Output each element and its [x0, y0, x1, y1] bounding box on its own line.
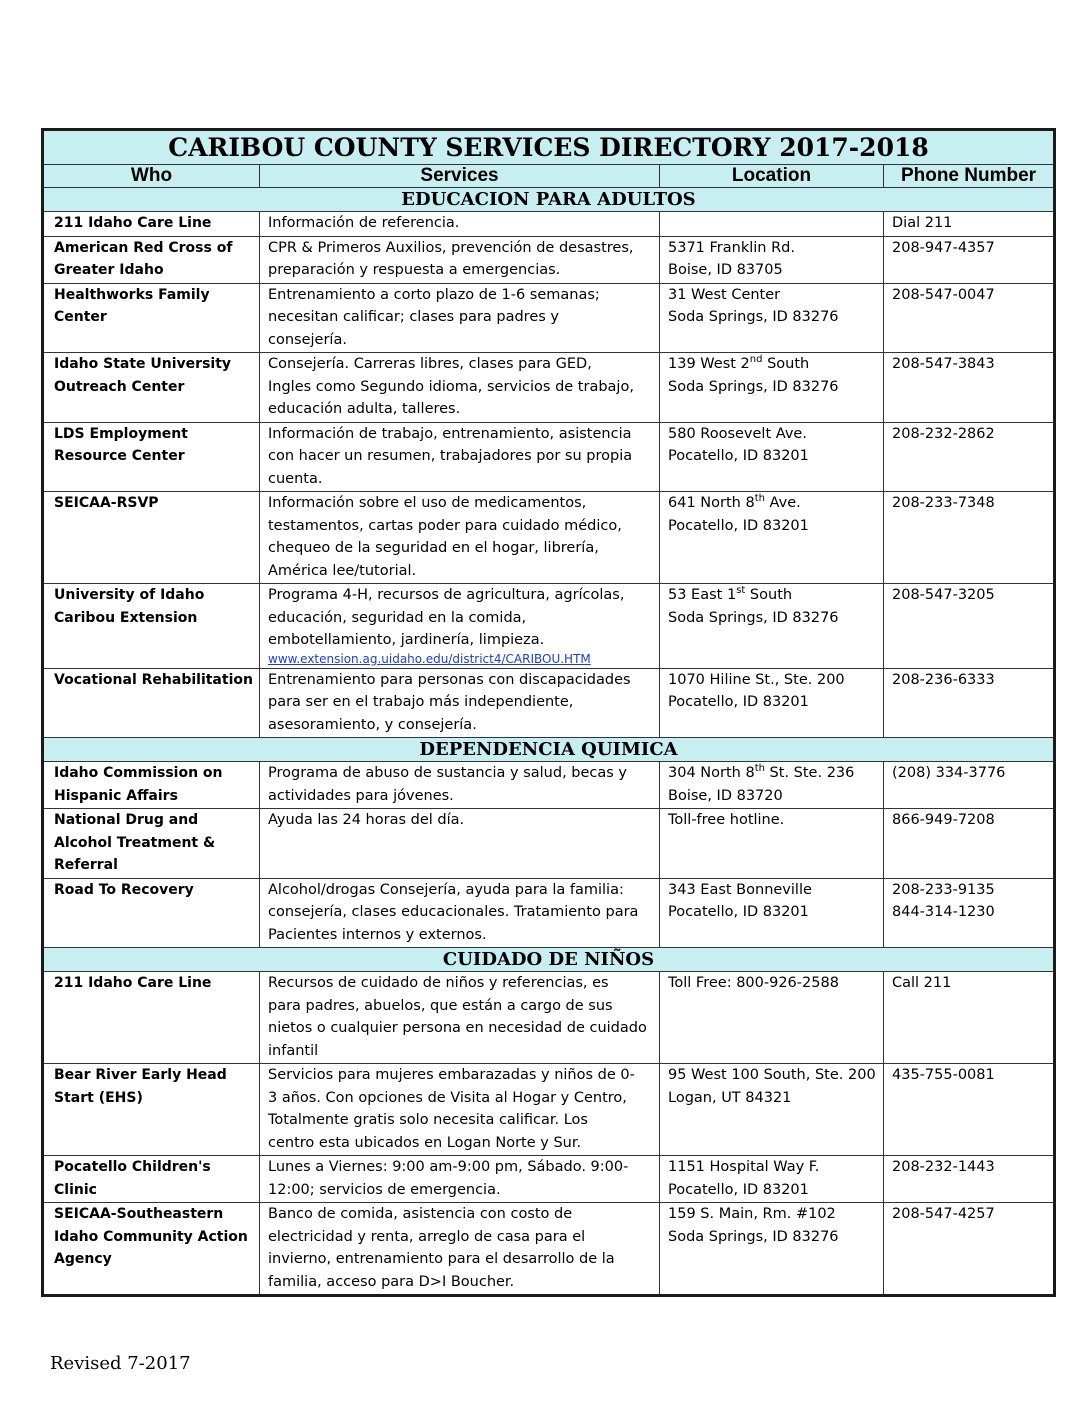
phone-cell	[884, 972, 1055, 1064]
phone-cell	[884, 422, 1055, 492]
services-line: invierno, entrenamiento para el desarrollo de la	[268, 1251, 615, 1267]
services-line: para padres, abuelos, que están a cargo de sus	[268, 997, 613, 1014]
services-line: Ingles como Segundo idioma, servicios de trabajo,	[268, 378, 634, 395]
phone-cell	[884, 762, 1055, 809]
services-cell	[260, 878, 660, 948]
section-title: EDUCACION PARA ADULTOS	[43, 188, 1055, 212]
services-line: 3 años. Con opciones de Visita al Hogar y Centro,	[268, 1089, 627, 1106]
location-line: 641 North 8th Ave.	[668, 493, 801, 511]
who-line: Greater Idaho	[54, 262, 164, 278]
who-cell	[43, 212, 260, 237]
table-row	[43, 212, 1055, 237]
extension-website-link[interactable]: www.extension.ag.uidaho.edu/district4/CARIBOU.HTM	[268, 651, 591, 666]
services-line: chequeo de la seguridad en el hogar, librería,	[268, 540, 599, 556]
phone-cell	[884, 283, 1055, 353]
phone-line: 208-547-0047	[892, 286, 995, 303]
location-cell	[660, 283, 884, 353]
services-line: educación, seguridad en la comida,	[268, 609, 527, 626]
who-line: Start (EHS)	[54, 1089, 143, 1106]
who-line: National Drug and	[54, 812, 199, 828]
phone-line: (208) 334-3776	[892, 765, 1006, 781]
who-line: 211 Idaho Care Line	[54, 215, 212, 231]
who-cell	[43, 283, 260, 353]
who-line: Agency	[54, 1251, 112, 1267]
location-line: Soda Springs, ID 83276	[668, 609, 839, 626]
services-cell	[260, 353, 660, 423]
table-row	[43, 1203, 1055, 1296]
location-line: Toll-free hotline.	[668, 812, 785, 828]
services-cell	[260, 212, 660, 237]
location-line: Soda Springs, ID 83276	[668, 1228, 839, 1245]
services-line: Banco de comida, asistencia con costo de	[268, 1206, 573, 1222]
location-cell	[660, 353, 884, 423]
services-cell	[260, 668, 660, 738]
services-line: con hacer un resumen, trabajadores por su propia	[268, 448, 633, 464]
table-row	[43, 283, 1055, 353]
location-line: Soda Springs, ID 83276	[668, 309, 839, 325]
services-line: Totalmente gratis solo necesita calificar. Los	[268, 1112, 588, 1128]
phone-cell	[884, 878, 1055, 948]
who-cell	[43, 1156, 260, 1203]
services-line: educación adulta, talleres.	[268, 401, 461, 417]
column-header-who: Who	[43, 165, 260, 188]
services-cell	[260, 584, 660, 669]
location-line: 95 West 100 South, Ste. 200	[668, 1067, 876, 1083]
location-cell	[660, 422, 884, 492]
who-line: Referral	[54, 857, 118, 873]
location-line: 343 East Bonneville	[668, 881, 812, 898]
services-line: infantil	[268, 1042, 319, 1059]
services-line: Recursos de cuidado de niños y referencias, es	[268, 975, 609, 991]
services-line: Información de trabajo, entrenamiento, asistencia	[268, 425, 632, 442]
phone-cell	[884, 1203, 1055, 1296]
table-row	[43, 762, 1055, 809]
location-line: Boise, ID 83705	[668, 262, 783, 278]
phone-line: Call 211	[892, 975, 952, 991]
who-line: SEICAA-Southeastern	[54, 1206, 224, 1222]
location-line: Pocatello, ID 83201	[668, 1181, 809, 1198]
services-cell	[260, 809, 660, 879]
services-cell	[260, 492, 660, 584]
location-cell	[660, 762, 884, 809]
table-row	[43, 1064, 1055, 1156]
services-cell	[260, 1203, 660, 1296]
ordinal-suffix: nd	[749, 354, 763, 366]
location-line: Soda Springs, ID 83276	[668, 378, 839, 395]
services-line: Entrenamiento para personas con discapacidades	[268, 671, 631, 688]
services-line: Entrenamiento a corto plazo de 1-6 semanas;	[268, 286, 600, 303]
location-cell	[660, 878, 884, 948]
services-line: 12:00; servicios de emergencia.	[268, 1181, 501, 1198]
location-cell	[660, 1203, 884, 1296]
section-header-row	[43, 188, 1055, 212]
table-row	[43, 492, 1055, 584]
who-cell	[43, 236, 260, 283]
services-line: embotellamiento, jardinería, limpieza.	[268, 632, 545, 648]
location-line: Pocatello, ID 83201	[668, 904, 809, 920]
phone-line: 208-232-1443	[892, 1159, 995, 1175]
column-header-services: Services	[260, 165, 660, 188]
section-title: DEPENDENCIA QUIMICA	[43, 738, 1055, 762]
who-cell	[43, 492, 260, 584]
services-line: América lee/tutorial.	[268, 562, 417, 579]
services-line: Programa de abuso de sustancia y salud, becas y	[268, 765, 628, 781]
column-header-location: Location	[660, 165, 884, 188]
services-line: Servicios para mujeres embarazadas y niños de 0-	[268, 1067, 635, 1083]
services-cell	[260, 1156, 660, 1203]
location-line: Pocatello, ID 83201	[668, 448, 809, 464]
location-line: Boise, ID 83720	[668, 787, 783, 804]
services-line: consejería.	[268, 331, 347, 348]
services-line: Programa 4-H, recursos de agricultura, agrícolas,	[268, 587, 625, 603]
who-cell	[43, 353, 260, 423]
who-line: Idaho Commission on	[54, 765, 223, 781]
table-row	[43, 972, 1055, 1064]
who-cell	[43, 878, 260, 948]
services-line: actividades para jóvenes.	[268, 787, 454, 804]
phone-line: 208-233-9135	[892, 881, 995, 898]
phone-line: Dial 211	[892, 215, 953, 231]
location-line: 159 S. Main, Rm. #102	[668, 1206, 836, 1222]
location-cell	[660, 1064, 884, 1156]
who-line: Resource Center	[54, 448, 185, 464]
table-row	[43, 584, 1055, 669]
phone-cell	[884, 584, 1055, 669]
services-line: electricidad y renta, arreglo de casa para el	[268, 1228, 586, 1245]
services-line: Información sobre el uso de medicamentos,	[268, 495, 587, 511]
location-cell	[660, 1156, 884, 1203]
location-line: Logan, UT 84321	[668, 1089, 792, 1106]
section-title: CUIDADO DE NIÑOS	[43, 948, 1055, 972]
phone-line: 844-314-1230	[892, 904, 995, 920]
location-cell	[660, 236, 884, 283]
location-line: 139 West 2nd South	[668, 354, 810, 372]
who-cell	[43, 584, 260, 669]
who-cell	[43, 1203, 260, 1296]
services-line: Pacientes internos y externos.	[268, 926, 487, 943]
ordinal-suffix: th	[754, 493, 765, 505]
services-line: Información de referencia.	[268, 215, 460, 231]
services-line: Alcohol/drogas Consejería, ayuda para la familia:	[268, 881, 624, 898]
location-cell	[660, 212, 884, 237]
ordinal-suffix: st	[736, 585, 746, 597]
who-cell	[43, 668, 260, 738]
location-line: 1151 Hospital Way F.	[668, 1159, 820, 1175]
services-line: CPR & Primeros Auxilios, prevención de desastres,	[268, 239, 634, 256]
who-cell	[43, 1064, 260, 1156]
section-header-row	[43, 738, 1055, 762]
location-cell	[660, 972, 884, 1064]
services-cell	[260, 1064, 660, 1156]
table-row	[43, 809, 1055, 879]
phone-line: 208-947-4357	[892, 239, 995, 256]
location-line: 53 East 1st South	[668, 585, 793, 603]
phone-line: 208-547-3205	[892, 587, 995, 603]
phone-cell	[884, 353, 1055, 423]
services-cell	[260, 236, 660, 283]
who-line: Road To Recovery	[54, 881, 194, 898]
services-line: centro esta ubicados en Logan Norte y Sur.	[268, 1134, 582, 1151]
services-line: asesoramiento, y consejería.	[268, 716, 477, 733]
directory-title: CARIBOU COUNTY SERVICES DIRECTORY 2017-2018	[43, 130, 1055, 165]
who-line: Center	[54, 309, 107, 325]
services-cell	[260, 762, 660, 809]
services-line: preparación y respuesta a emergencias.	[268, 262, 561, 278]
services-line: cuenta.	[268, 470, 323, 487]
who-line: Vocational Rehabilitation	[54, 671, 253, 688]
services-cell	[260, 972, 660, 1064]
location-line: Toll Free: 800-926-2588	[668, 975, 839, 991]
phone-line: 208-233-7348	[892, 495, 995, 511]
who-line: University of Idaho	[54, 587, 205, 603]
table-row	[43, 236, 1055, 283]
location-line: Pocatello, ID 83201	[668, 517, 809, 534]
column-header-phone: Phone Number	[884, 165, 1055, 188]
phone-cell	[884, 212, 1055, 237]
phone-cell	[884, 236, 1055, 283]
phone-line: 208-547-3843	[892, 356, 995, 372]
phone-cell	[884, 492, 1055, 584]
phone-line: 208-232-2862	[892, 425, 995, 442]
location-cell	[660, 492, 884, 584]
who-line: LDS Employment	[54, 425, 188, 442]
table-row	[43, 353, 1055, 423]
who-cell	[43, 809, 260, 879]
who-line: 211 Idaho Care Line	[54, 975, 212, 991]
section-header-row	[43, 948, 1055, 972]
location-line: 1070 Hiline St., Ste. 200	[668, 671, 845, 688]
who-line: Outreach Center	[54, 378, 185, 395]
who-line: Pocatello Children's Clinic	[54, 1159, 211, 1198]
location-line: 31 West Center	[668, 286, 781, 303]
phone-line: 208-236-6333	[892, 671, 995, 688]
ordinal-suffix: th	[754, 763, 765, 775]
services-line: Lunes a Viernes: 9:00 am-9:00 pm, Sábado. 9:00-	[268, 1159, 629, 1175]
phone-line: 435-755-0081	[892, 1067, 995, 1083]
who-line: American Red Cross of	[54, 239, 233, 256]
who-line: Hispanic Affairs	[54, 787, 178, 804]
location-cell	[660, 668, 884, 738]
services-line: nietos o cualquier persona en necesidad de cuidado	[268, 1020, 647, 1036]
who-line: Bear River Early Head	[54, 1067, 227, 1083]
services-line: Consejería. Carreras libres, clases para GED,	[268, 356, 592, 372]
services-line: para ser en el trabajo más independiente,	[268, 694, 574, 710]
phone-cell	[884, 668, 1055, 738]
location-line: 5371 Franklin Rd.	[668, 239, 795, 256]
table-row	[43, 422, 1055, 492]
who-line: SEICAA-RSVP	[54, 495, 159, 511]
phone-cell	[884, 809, 1055, 879]
directory-body	[43, 188, 1055, 1296]
phone-cell	[884, 1064, 1055, 1156]
who-cell	[43, 762, 260, 809]
table-row	[43, 1156, 1055, 1203]
services-line: Ayuda las 24 horas del día.	[268, 812, 465, 828]
services-line: necesitan calificar; clases para padres y	[268, 309, 559, 325]
location-line: Pocatello, ID 83201	[668, 694, 809, 710]
who-line: Idaho State University	[54, 356, 232, 372]
who-line: Caribou Extension	[54, 609, 198, 626]
services-line: consejería, clases educacionales. Tratamiento para	[268, 904, 639, 920]
who-line: Alcohol Treatment &	[54, 834, 216, 851]
who-line: Healthworks Family	[54, 286, 210, 303]
location-line: 304 North 8th St. Ste. 236	[668, 763, 855, 781]
who-cell	[43, 972, 260, 1064]
table-row	[43, 878, 1055, 948]
location-line: 580 Roosevelt Ave.	[668, 425, 807, 442]
phone-line: 866-949-7208	[892, 812, 995, 828]
who-cell	[43, 422, 260, 492]
services-directory-table	[41, 128, 1056, 1297]
services-cell	[260, 283, 660, 353]
revision-note: Revised 7-2017	[50, 1353, 191, 1374]
services-line: testamentos, cartas poder para cuidado médico,	[268, 517, 622, 534]
services-line: familia, acceso para D>I Boucher.	[268, 1273, 515, 1290]
location-cell	[660, 584, 884, 669]
phone-cell	[884, 1156, 1055, 1203]
table-row	[43, 668, 1055, 738]
location-cell	[660, 809, 884, 879]
services-cell	[260, 422, 660, 492]
who-line: Idaho Community Action	[54, 1228, 248, 1245]
phone-line: 208-547-4257	[892, 1206, 995, 1222]
